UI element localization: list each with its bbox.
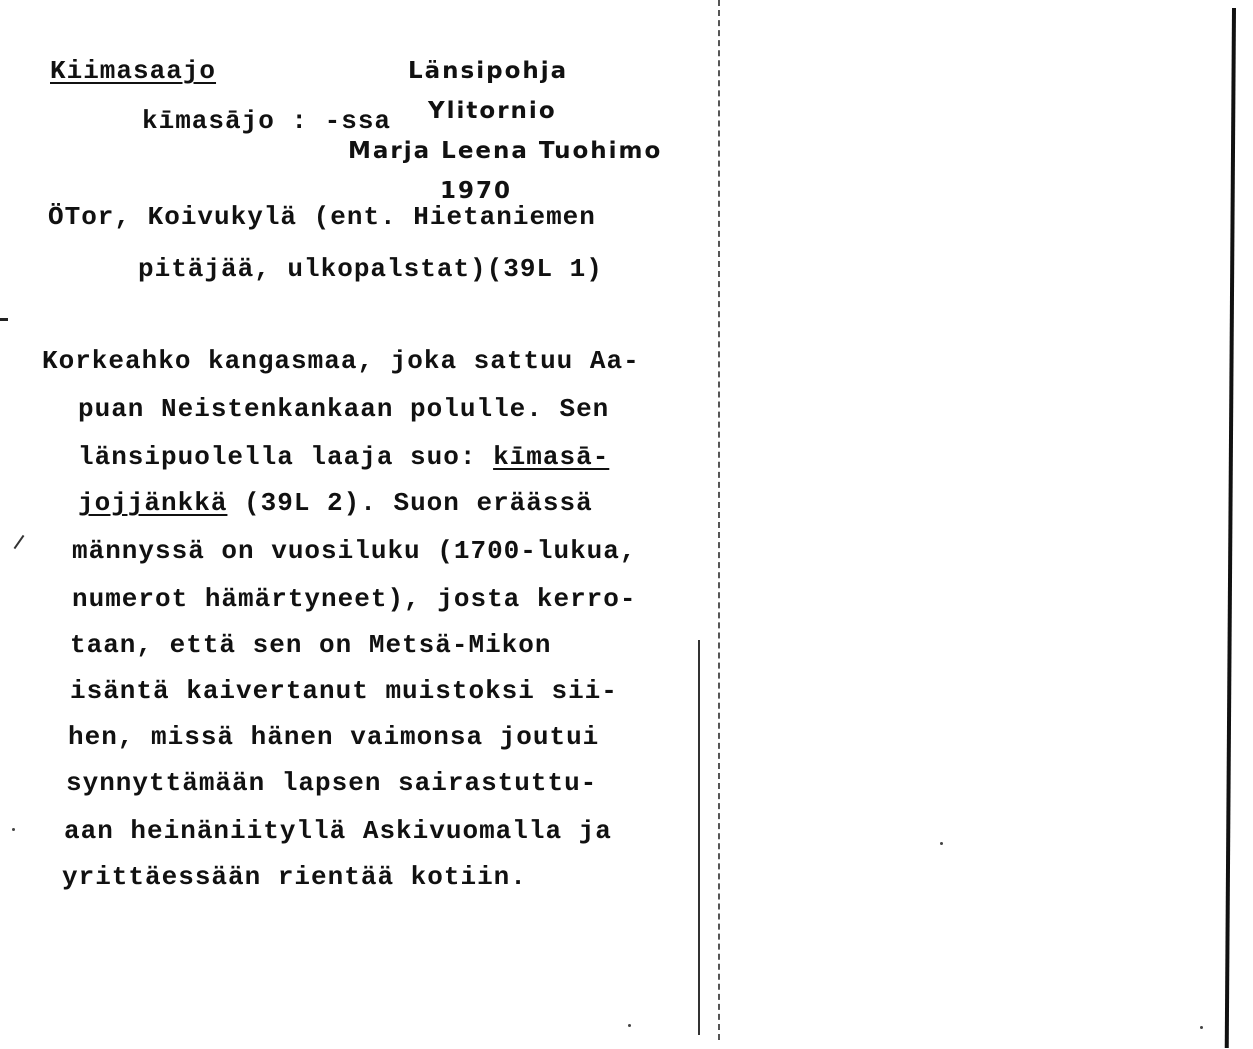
speck xyxy=(1200,1026,1203,1029)
speck xyxy=(940,842,943,845)
card-edge xyxy=(1225,8,1236,1048)
body-line: numerot hämärtyneet), josta kerro- xyxy=(72,584,637,614)
body-line: yrittäessään rientää kotiin. xyxy=(62,862,527,892)
body-line: puan Neistenkankaan polulle. Sen xyxy=(78,394,610,424)
body-line xyxy=(78,442,609,472)
fold-line-lower xyxy=(698,640,700,1035)
place-name-underlined: jojjänkkä xyxy=(78,488,228,518)
collector-stamp: Marja Leena Tuohimo xyxy=(348,138,663,164)
speck xyxy=(12,828,15,831)
region-stamp: Länsipohja xyxy=(408,58,569,84)
parish-stamp: Ylitornio xyxy=(428,98,557,124)
body-line: aan heinäniityllä Askivuomalla ja xyxy=(64,816,612,846)
speck xyxy=(628,1024,631,1027)
phonetic-form: kīmasājo : -ssa xyxy=(142,106,392,136)
body-line: taan, että sen on Metsä-Mikon xyxy=(70,630,552,660)
location-line-1: ÖTor, Koivukylä (ent. Hietaniemen xyxy=(48,202,596,232)
headword: Kiimasaajo xyxy=(50,56,217,86)
place-name-underlined: kīmasā- xyxy=(493,442,610,472)
fold-line xyxy=(718,0,720,1040)
body-line: hen, missä hänen vaimonsa joutui xyxy=(68,722,600,752)
body-text: länsipuolella laaja suo: xyxy=(78,442,494,472)
body-line: isäntä kaivertanut muistoksi sii- xyxy=(70,676,618,706)
body-text: (39L 2). Suon eräässä xyxy=(227,488,593,518)
year-stamp: 1970 xyxy=(440,178,513,204)
body-line: synnyttämään lapsen sairastuttu- xyxy=(66,768,598,798)
body-line: Korkeahko kangasmaa, joka sattuu Aa- xyxy=(42,346,640,376)
margin-tick xyxy=(14,535,25,549)
body-line xyxy=(78,488,593,518)
margin-mark xyxy=(0,318,8,321)
body-line: männyssä on vuosiluku (1700-lukua, xyxy=(72,536,637,566)
location-line-2: pitäjää, ulkopalstat)(39L 1) xyxy=(138,254,603,284)
